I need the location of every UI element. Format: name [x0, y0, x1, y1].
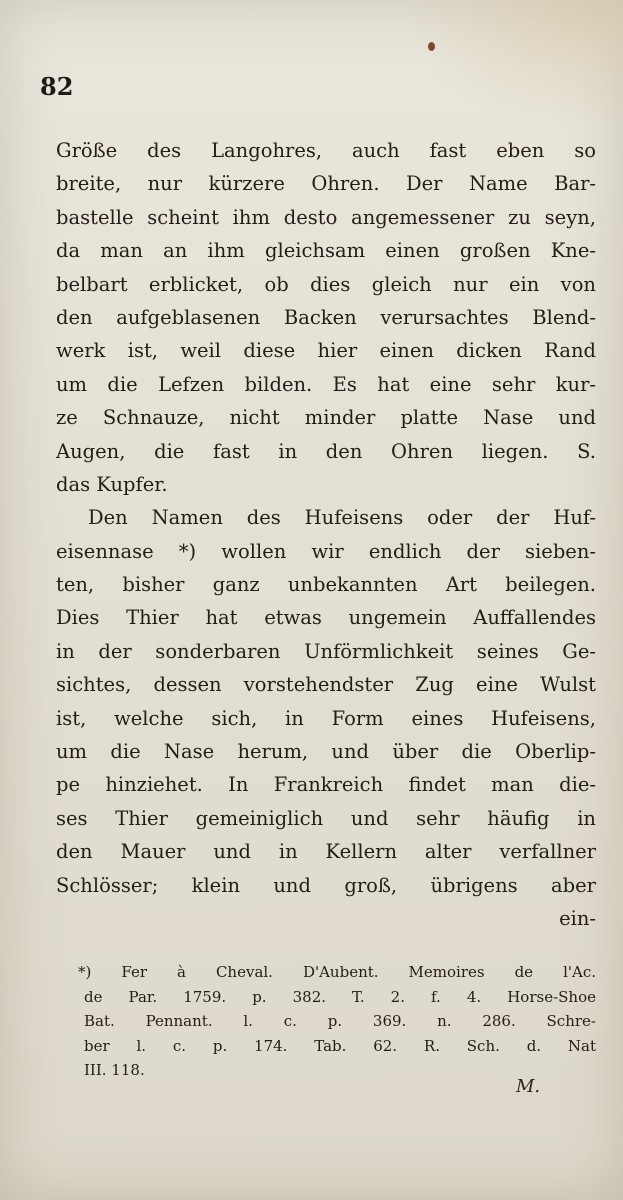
footnote-line: *) Fer à Cheval. D'Aubent. Memoires de l'Ac.: [78, 963, 596, 981]
catchword: ein-: [559, 906, 596, 930]
text-line: um die Lefzen bilden. Es hat eine sehr kur-: [56, 372, 596, 396]
text-line: breite, nur kürzere Ohren. Der Name Bar-: [56, 172, 596, 196]
text-line: um die Nase herum, und über die Oberlip-: [56, 740, 596, 764]
text-line: Den Namen des Hufeisens oder der Huf-: [88, 506, 596, 530]
text-line: in der sonderbaren Unförmlichkeit seines Ge-: [56, 639, 596, 663]
paper-stain: [403, 0, 623, 130]
text-line: belbart erblicket, ob dies gleich nur ein von: [56, 272, 596, 296]
text-line: eisennase *) wollen wir endlich der sieben-: [56, 539, 596, 563]
text-line: werk ist, weil diese hier einen dicken Rand: [56, 339, 596, 363]
footnote-line: ber l. c. p. 174. Tab. 62. R. Sch. d. Nat: [84, 1036, 596, 1055]
text-line: pe hinziehet. In Frankreich findet man die-: [56, 773, 596, 797]
text-line: ze Schnauze, nicht minder platte Nase und: [56, 406, 596, 430]
text-line: den aufgeblasenen Backen verursachtes Blend-: [56, 305, 596, 329]
signature-mark: M.: [516, 1076, 541, 1097]
text-line: den Mauer und in Kellern alter verfallner: [56, 840, 596, 864]
text-line: ses Thier gemeiniglich und sehr häufig in: [56, 806, 596, 830]
text-line: ten, bisher ganz unbekannten Art beilegen.: [56, 573, 596, 597]
ink-spot: [428, 42, 435, 51]
main-text: [56, 134, 596, 935]
text-line: da man an ihm gleichsam einen großen Kne-: [56, 239, 596, 263]
paragraph-2: [56, 501, 596, 902]
text-line: sichtes, dessen vorstehendster Zug eine Wulst: [56, 673, 596, 697]
footnote-line: Bat. Pennant. l. c. p. 369. n. 286. Schre-: [84, 1012, 596, 1030]
paragraph-1: [56, 134, 596, 501]
page-number: 82: [40, 72, 74, 101]
text-line: Dies Thier hat etwas ungemein Auffallendes: [56, 606, 596, 630]
text-line: ist, welche sich, in Form eines Hufeisens,: [56, 706, 596, 730]
text-line: bastelle scheint ihm desto angemessener zu seyn,: [56, 205, 596, 229]
text-line: Augen, die fast in den Ohren liegen. S.: [56, 439, 596, 463]
text-line: das Kupfer.: [56, 472, 168, 496]
footnote-line: III. 118.: [84, 1061, 145, 1079]
footnote-line: de Par. 1759. p. 382. T. 2. f. 4. Horse-Shoe: [84, 987, 596, 1006]
footnote: [78, 960, 596, 1083]
text-line: Schlösser; klein und groß, übrigens aber: [56, 873, 596, 897]
text-line: Größe des Langohres, auch fast eben so: [56, 139, 596, 162]
